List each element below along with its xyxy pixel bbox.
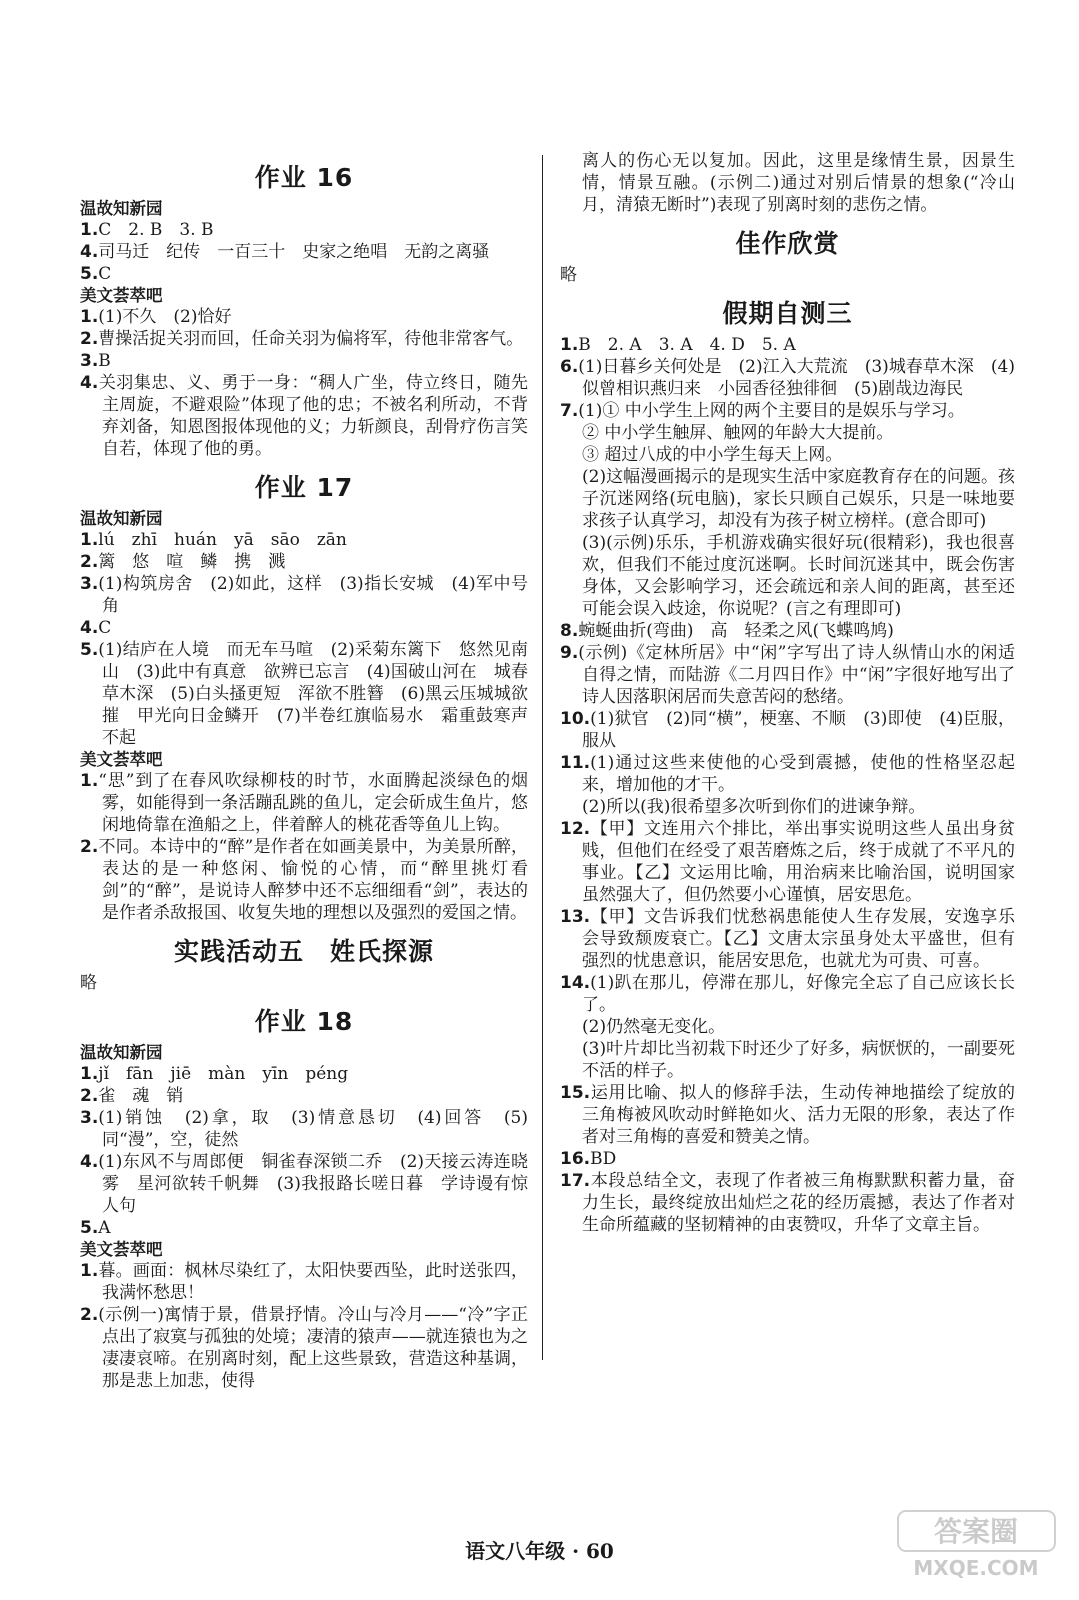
answer-item	[560, 752, 1015, 796]
item-number: 7.	[560, 401, 579, 421]
left-column	[80, 150, 528, 1392]
section-heading: 假期自测三	[722, 299, 853, 328]
page-number: 语文八年级 · 60	[465, 1539, 614, 1563]
item-number: 10.	[560, 709, 591, 729]
item-text: 关羽集忠、义、勇于一身：“稠人广坐，侍立终日，随先主周旋，不避艰险”体现了他的忠；不被名利所动，不背弃刘备，知恩图报体现他的义；力斩颜良，刮骨疗伤言笑自若，体现了他的勇。	[98, 373, 528, 459]
item-number: 11.	[560, 753, 591, 773]
answer-item	[80, 241, 528, 263]
item-text: C	[98, 264, 112, 284]
answer-item	[560, 400, 1015, 422]
right-column	[560, 150, 1015, 1236]
item-text: 暮。画面：枫林尽染红了，太阳快要西坠，此时送张四，我满怀愁思！	[98, 1261, 528, 1303]
item-number: 2.	[80, 329, 99, 349]
answer-item	[80, 639, 528, 749]
item-number: 2.	[80, 552, 99, 572]
answer-subitem: (2)所以(我)很希望多次听到你们的进谏争辩。	[582, 797, 926, 817]
item-text: C 2. B 3. B	[98, 220, 214, 240]
answer-subitem: ② 中小学生触屏、触网的年龄大大提前。	[582, 423, 894, 443]
subsection-label: 温故知新园	[80, 1043, 163, 1062]
item-text: jǐ fān jiē màn yīn péng	[98, 1064, 349, 1084]
item-number: 4.	[80, 618, 99, 638]
answer-item	[80, 1217, 528, 1239]
section-heading: 作业 16	[254, 163, 354, 192]
item-number: 6.	[560, 357, 579, 377]
item-number: 4.	[80, 373, 99, 393]
item-text: A	[98, 1218, 111, 1238]
answer-item	[560, 1170, 1015, 1236]
item-text: 司马迁 纪传 一百三十 史家之绝唱 无韵之离骚	[98, 242, 490, 262]
subsection-label: 温故知新园	[80, 509, 163, 528]
item-number: 2.	[80, 1086, 99, 1106]
item-text: 蜿蜒曲折(弯曲) 高 轻柔之风(飞蝶鸣鸠)	[578, 621, 894, 641]
answer-item	[80, 1304, 528, 1392]
item-text: “思”到了在春风吹绿柳枝的时节，水面腾起淡绿色的烟雾，如能得到一条活蹦乱跳的鱼儿，定会斫成生鱼片，悠闲地倚靠在渔船之上，伴着醉人的桃花香等鱼儿上钩。	[98, 771, 528, 835]
item-text: C	[98, 618, 112, 638]
item-text: (1)① 中小学生上网的两个主要目的是娱乐与学习。	[578, 401, 965, 421]
item-text: (1)趴在那儿，停滞在那儿，好像完全忘了自己应该长长了。	[582, 973, 1015, 1015]
item-number: 16.	[560, 1149, 591, 1169]
item-number: 12.	[560, 819, 591, 839]
item-text: 雀 魂 销	[98, 1086, 184, 1106]
item-text: BD	[590, 1149, 617, 1169]
answer-note: 略	[80, 973, 97, 993]
item-text: 【甲】文告诉我们忧愁祸患能使人生存发展，安逸享乐会导致颓废衰亡。【乙】文唐太宗虽身处太平盛世，但有强烈的忧患意识，能居安思危，也就尤为可贵、可喜。	[582, 907, 1015, 971]
answer-subitem: ③ 超过八成的中小学生每天上网。	[582, 445, 843, 465]
section-heading: 实践活动五 姓氏探源	[173, 937, 434, 966]
item-number: 4.	[80, 1152, 99, 1172]
answer-note: 略	[560, 265, 577, 285]
subsection-label: 美文荟萃吧	[80, 750, 163, 769]
answer-item	[80, 372, 528, 460]
answer-item	[80, 1151, 528, 1217]
item-number: 3.	[80, 574, 99, 594]
section-heading: 作业 18	[254, 1007, 354, 1036]
item-text: (1)结庐在人境 而无车马喧 (2)采菊东篱下 悠然见南山 (3)此中有真意 欲辨已忘言 (4)国破山河在 城春草木深 (5)白头搔更短 浑欲不胜簪 (6)黑云压城城欲摧 甲光向日金鳞开 (7)半卷红旗临易水 霜重鼓寒声不起	[98, 640, 528, 748]
answer-item	[80, 617, 528, 639]
item-text: 篱 悠 喧 鳞 携 溅	[98, 552, 286, 572]
answer-item	[80, 1107, 528, 1151]
item-number: 3.	[80, 351, 99, 371]
item-number: 1.	[80, 1261, 99, 1281]
item-text: (1)不久 (2)恰好	[98, 307, 232, 327]
item-number: 1.	[80, 1064, 99, 1084]
answer-subitem: (3)(示例)乐乐，手机游戏确实很好玩(很精彩)，我也很喜欢，但我们不能过度沉迷啊。长时间沉迷其中，既会伤害身体，又会影响学习，还会疏远和亲人间的距离，甚至还可能会误入歧途，你说呢？(言之有理即可)	[582, 533, 1015, 619]
item-number: 5.	[80, 640, 99, 660]
item-text: (1)东风不与周郎便 铜雀春深锁二乔 (2)天接云涛连晓雾 星河欲转千帆舞 (3)我报路长嗟日暮 学诗谩有惊人句	[98, 1152, 528, 1216]
item-number: 3.	[80, 1108, 99, 1128]
item-number: 8.	[560, 621, 579, 641]
item-number: 5.	[80, 264, 99, 284]
answer-item	[80, 1085, 528, 1107]
item-number: 15.	[560, 1083, 591, 1103]
item-text: B	[98, 351, 111, 371]
item-text: (1)构筑房舍 (2)如此，这样 (3)指长安城 (4)军中号角	[98, 574, 528, 616]
column-divider	[542, 155, 543, 1360]
answer-item	[80, 306, 528, 328]
item-text: (1)狱官 (2)同“横”，梗塞、不顺 (3)即使 (4)臣服，服从	[582, 709, 1015, 751]
section-heading: 佳作欣赏	[735, 229, 840, 258]
item-text: lú zhī huán yā sāo zān	[98, 530, 347, 550]
item-text: (1)日暮乡关何处是 (2)江入大荒流 (3)城春草木深 (4)似曾相识燕归来 小园香径独徘徊 (5)剧哉边海民	[578, 357, 1015, 399]
answer-item	[80, 1063, 528, 1085]
answer-subitem: (3)叶片却比当初栽下时还少了好多，病恹恹的，一副要死不活的样子。	[582, 1039, 1015, 1081]
answer-item	[80, 263, 528, 285]
item-text: 不同。本诗中的“醉”是作者在如画美景中，为美景所醉，表达的是一种悠闲、愉悦的心情，而“醉里挑灯看剑”的“醉”，是说诗人醉梦中还不忘细细看“剑”，表达的是作者杀敌报国、收复失地的理想以及强烈的爱国之情。	[98, 837, 528, 923]
answer-item	[80, 219, 528, 241]
watermark-top-text: 答案圈	[933, 1515, 1019, 1548]
item-text: (示例一)寓情于景，借景抒情。冷山与冷月——“冷”字正点出了寂寞与孤独的处境；凄清的猿声——就连猿也为之凄凄哀啼。在别离时刻，配上这些景致，营造这种基调，那是悲上加悲，使得	[98, 1305, 528, 1391]
subsection-label: 温故知新园	[80, 199, 163, 218]
subsection-label: 美文荟萃吧	[80, 286, 163, 305]
answer-item	[560, 642, 1015, 708]
item-number: 1.	[560, 335, 579, 355]
answer-item	[560, 356, 1015, 400]
item-number: 5.	[80, 1218, 99, 1238]
answer-item	[80, 350, 528, 372]
answer-item	[560, 1148, 1015, 1170]
item-number: 1.	[80, 220, 99, 240]
item-number: 2.	[80, 1305, 99, 1325]
answer-item	[80, 529, 528, 551]
item-number: 1.	[80, 307, 99, 327]
item-text: B 2. A 3. A 4. D 5. A	[578, 335, 796, 355]
subsection-label: 美文荟萃吧	[80, 1240, 163, 1259]
answer-item	[560, 708, 1015, 752]
answer-item	[80, 770, 528, 836]
answer-item	[560, 1082, 1015, 1148]
answer-continuation: 离人的伤心无以复加。因此，这里是缘情生景，因景生情，情景互融。(示例二)通过对别后情景的想象(“冷山月，清猿无断时”)表现了别离时刻的悲伤之情。	[582, 151, 1015, 215]
item-text: 曹操活捉关羽而回，任命关羽为偏将军，待他非常客气。	[98, 329, 524, 349]
answer-item	[560, 818, 1015, 906]
item-number: 17.	[560, 1171, 591, 1191]
answer-subitem: (2)仍然毫无变化。	[582, 1017, 726, 1037]
answer-item	[80, 836, 528, 924]
answer-item	[560, 906, 1015, 972]
item-number: 1.	[80, 530, 99, 550]
watermark-bottom-text: MXQE.COM	[913, 1556, 1039, 1580]
answer-item	[560, 972, 1015, 1016]
item-text: (1)销蚀 (2)拿，取 (3)情意恳切 (4)回答 (5)同“漫”，空，徒然	[98, 1108, 528, 1150]
answer-item	[80, 328, 528, 350]
item-number: 4.	[80, 242, 99, 262]
answer-item	[560, 620, 1015, 642]
answer-subitem: (2)这幅漫画揭示的是现实生活中家庭教育存在的问题。孩子沉迷网络(玩电脑)，家长只顾自己娱乐，只是一味地要求孩子认真学习，却没有为孩子树立榜样。(意合即可)	[582, 467, 1015, 531]
item-number: 13.	[560, 907, 591, 927]
item-text: (1)通过这些来使他的心受到震撼，使他的性格坚忍起来，增加他的才干。	[582, 753, 1015, 795]
item-text: 运用比喻、拟人的修辞手法，生动传神地描绘了绽放的三角梅被风吹动时鲜艳如火、活力无限的形象，表达了作者对三角梅的喜爱和赞美之情。	[582, 1083, 1015, 1147]
section-heading: 作业 17	[254, 473, 354, 502]
item-number: 1.	[80, 771, 99, 791]
answer-item	[80, 573, 528, 617]
item-number: 14.	[560, 973, 591, 993]
answer-item	[80, 1260, 528, 1304]
item-number: 9.	[560, 643, 579, 663]
item-text: (示例)《定林所居》中“闲”字写出了诗人纵情山水的闲适自得之情，而陆游《二月四日作》中“闲”字很好地写出了诗人因落职闲居而失意苦闷的愁绪。	[578, 643, 1015, 707]
answer-item	[80, 551, 528, 573]
item-number: 2.	[80, 837, 99, 857]
item-text: 【甲】文连用六个排比，举出事实说明这些人虽出身贫贱，但他们在经受了艰苦磨炼之后，终于成就了不平凡的事业。【乙】文运用比喻，用治病来比喻治国，说明国家虽然强大了，但仍然要小心谨慎，居安思危。	[582, 819, 1015, 905]
item-text: 本段总结全文，表现了作者被三角梅默默积蓄力量，奋力生长，最终绽放出灿烂之花的经历震撼，表达了作者对生命所蕴藏的坚韧精神的由衷赞叹，升华了文章主旨。	[582, 1171, 1015, 1235]
site-watermark-logo	[894, 1507, 1059, 1582]
answer-item	[560, 334, 1015, 356]
